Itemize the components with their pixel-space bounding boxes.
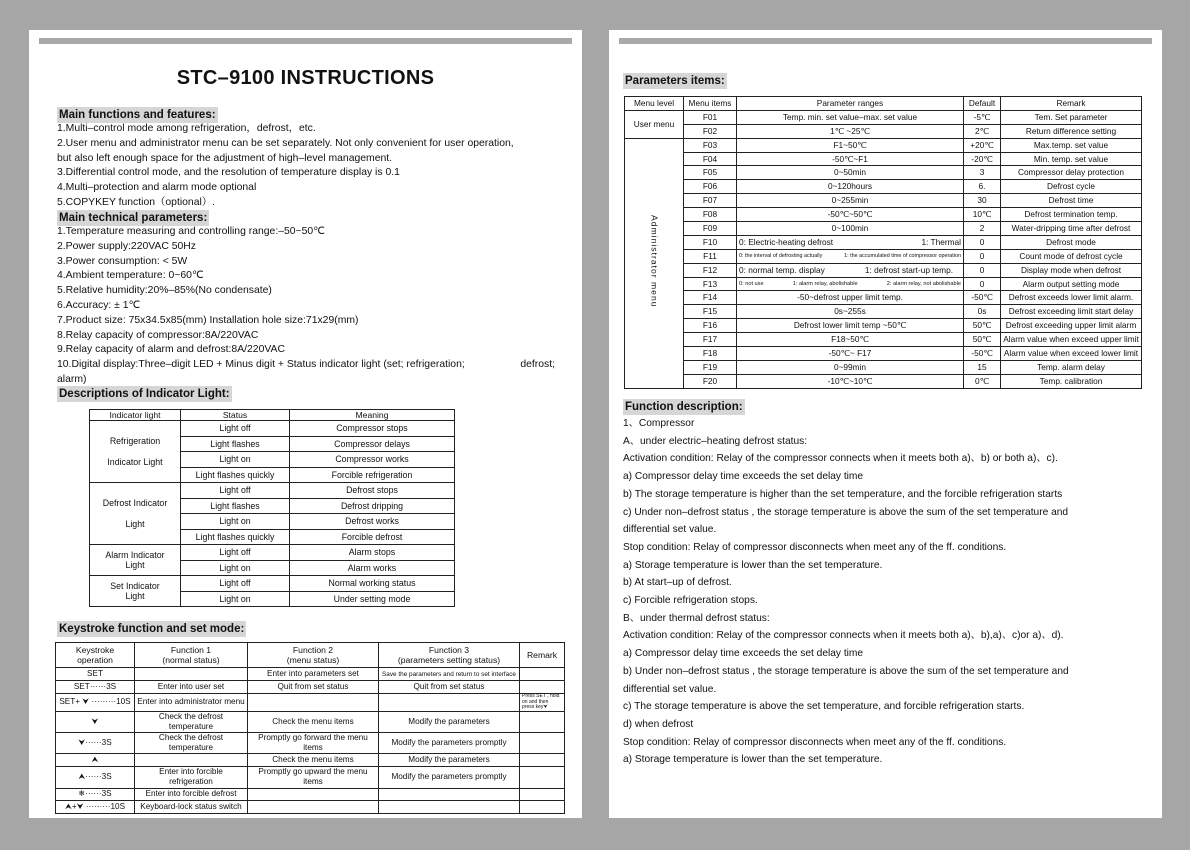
function-line: c) Forcible refrigeration stops. (623, 595, 758, 607)
table-row: SET+ ⮟ ·········10S Enter into administrator menu Press SET , hold on and then press key⮟ (56, 694, 565, 712)
function-line: a) Compressor delay time exceeds the set delay time (623, 471, 864, 483)
function-line: a) Storage temperature is lower than the set temperature. (623, 559, 883, 571)
table-header: Function 1 (normal status) (135, 643, 248, 668)
table-row: ⮟······3S Check the defrost temperature Promptly go forward the menu items Modify the parameters promptly (56, 732, 565, 753)
feature-line: 5.COPYKEY function（optional）. (57, 196, 216, 208)
indicator-status: Light off (181, 483, 290, 499)
tech-line-10a: 10.Digital display:Three–digit LED + Minus digit + Status indicator light (set; refrigeration; (57, 359, 465, 371)
function-line: a) Compressor delay time exceeds the set delay time (623, 648, 864, 660)
table-row: ⮟ Check the defrost temperature Check the menu items Modify the parameters (56, 711, 565, 732)
function-line: B、under thermal defrost status: (623, 612, 770, 624)
indicator-meaning: Forcible defrost (290, 529, 455, 545)
features-list (57, 122, 555, 211)
table-row: SET Enter into parameters set Save the parameters and return to set interface (56, 668, 565, 681)
indicator-meaning: Defrost stops (290, 483, 455, 499)
instruction-page-left (29, 30, 582, 818)
function-line: d) when defrost (623, 718, 694, 730)
keystroke-table (55, 642, 565, 814)
table-header: Keystroke operation (56, 643, 135, 668)
table-row: SET······3S Enter into user set Quit from set status Quit from set status (56, 681, 565, 694)
function-line: b) Under non–defrost status , the storage temperature is above the sum of the set temperature and (623, 665, 1069, 677)
indicator-meaning: Defrost dripping (290, 498, 455, 514)
feature-line: but also left enough space for the adjustment of high–level management. (57, 152, 393, 164)
feature-line: 3.Differential control mode, and the resolution of temperature display is 0.1 (57, 167, 400, 179)
table-row: User menu F01 Temp. min. set value–max. set value -5℃ Tem. Set parameter (625, 110, 1142, 124)
admin-menu-label: Administrator menu (625, 138, 684, 388)
table-row: F19 0~99min 15 Temp. alarm delay (625, 360, 1142, 374)
table-row: F06 0~120hours 6. Defrost cycle (625, 180, 1142, 194)
function-description (623, 415, 1148, 769)
indicator-meaning: Normal working status (290, 576, 455, 592)
feature-line: 1.Multi–control mode among refrigeration，defrost，etc. (57, 123, 316, 134)
table-row: F18 -50℃~ F17 -50℃ Alarm value when exceed lower limit (625, 347, 1142, 361)
function-line: differential set value. (623, 524, 717, 536)
indicator-meaning: Compressor works (290, 452, 455, 468)
keystroke-heading: Keystroke function and set mode: (59, 623, 245, 635)
page-top-bar (619, 38, 1152, 44)
indicator-status: Light off (181, 545, 290, 561)
feature-line: 2.User menu and administrator menu can be set separately. Not only convenient for user operation, (57, 137, 514, 149)
table-row: F07 0~255min 30 Defrost time (625, 194, 1142, 208)
tech-line: 7.Product size: 75x34.5x85(mm) Installation hole size:71x29(mm) (57, 314, 359, 326)
indicator-meaning: Compressor delays (290, 436, 455, 452)
indicator-meaning: Forcible refrigeration (290, 467, 455, 483)
table-row: F02 1℃ ~25℃ 2℃ Return difference setting (625, 124, 1142, 138)
tech-line: 6.Accuracy: ± 1℃ (57, 299, 141, 311)
table-header: Parameter ranges (737, 97, 964, 111)
tech-line: 1.Temperature measuring and controlling range:–50~50℃ (57, 226, 325, 237)
table-row: ⮝ Check the menu items Modify the parameters (56, 754, 565, 767)
function-line: b) The storage temperature is higher than the set temperature, and the forcible refrigeration starts (623, 488, 1063, 500)
indicator-status: Light on (181, 452, 290, 468)
table-header: Remark (520, 643, 565, 668)
table-header: Status (181, 410, 290, 421)
tech-line: 3.Power consumption: < 5W (57, 255, 188, 267)
params-heading: Parameters items: (625, 75, 725, 87)
indicator-name: Refrigeration Indicator Light (90, 421, 181, 483)
table-header: Function 2 (menu status) (248, 643, 379, 668)
tech-line-10b: defrost; (520, 359, 555, 371)
table-row: F08 -50℃~50℃ 10℃ Defrost termination temp. (625, 208, 1142, 222)
function-heading: Function description: (625, 401, 743, 413)
indicator-meaning: Alarm works (290, 560, 455, 576)
table-row: F04 -50℃~F1 -20℃ Min. temp. set value (625, 152, 1142, 166)
indicator-name: Alarm Indicator Light (90, 545, 181, 576)
parameters-table (624, 96, 1142, 389)
table-row: F10 0: Electric-heating defrost 1: Thermal 0 Defrost mode (625, 235, 1142, 249)
indicator-status: Light flashes (181, 498, 290, 514)
indicator-name: Set Indicator Light (90, 576, 181, 607)
table-header: Default (964, 97, 1001, 111)
table-header: Indicator light (90, 410, 181, 421)
function-line: Activation condition: Relay of the compressor connects when it meets both a)、b) or both a)、c). (623, 453, 1058, 465)
indicator-status: Light flashes quickly (181, 467, 290, 483)
tech-line: 4.Ambient temperature: 0~60℃ (57, 270, 204, 282)
indicator-meaning: Under setting mode (290, 591, 455, 607)
page-title: STC–9100 INSTRUCTIONS (176, 67, 435, 89)
table-row: F17 F18~50℃ 50℃ Alarm value when exceed upper limit (625, 333, 1142, 347)
table-row: F16 Defrost lower limit temp ~50℃ 50℃ Defrost exceeding upper limit alarm (625, 319, 1142, 333)
tech-heading: Main technical parameters: (59, 212, 208, 224)
function-line: b) At start–up of defrost. (623, 577, 732, 589)
tech-line: 5.Relative humidity:20%–85%(No condensate) (57, 285, 272, 297)
tech-line: 8.Relay capacity of compressor:8A/220VAC (57, 329, 259, 341)
table-row: F11 0: the interval of defrosting actually 1: the accumulated time of compressor operation 0 Count mode of defrost cycle (625, 249, 1142, 263)
feature-line: 4.Multi–protection and alarm mode optional (57, 182, 257, 194)
indicator-name: Defrost Indicator Light (90, 483, 181, 545)
indicator-status: Light on (181, 514, 290, 530)
table-row: ⮝······3S Enter into forcible refrigeration Promptly go upward the menu items Modify the parameters promptly (56, 767, 565, 788)
table-header: Meaning (290, 410, 455, 421)
function-line: 1、Compressor (623, 418, 695, 429)
table-row: F05 0~50min 3 Compressor delay protection (625, 166, 1142, 180)
features-heading: Main functions and features: (59, 109, 216, 121)
table-row: F09 0~100min 2 Water-dripping time after defrost (625, 222, 1142, 236)
indicator-heading: Descriptions of Indicator Light: (59, 388, 230, 400)
table-row: F14 -50~defrost upper limit temp. -50℃ Defrost exceeds lower limit alarm. (625, 291, 1142, 305)
table-row: F20 -10℃~10℃ 0℃ Temp. calibration (625, 374, 1142, 388)
table-row: F12 0: normal temp. display 1: defrost start-up temp. 0 Display mode when defrost (625, 263, 1142, 277)
instruction-page-right (609, 30, 1162, 818)
tech-line: 2.Power supply:220VAC 50Hz (57, 240, 196, 252)
indicator-meaning: Alarm stops (290, 545, 455, 561)
function-line: c) Under non–defrost status , the storage temperature is above the sum of the set temperature and (623, 506, 1069, 518)
tech-line (57, 358, 555, 373)
function-line: c) The storage temperature is above the set temperature, and forcible refrigeration starts. (623, 701, 1025, 713)
tech-line: 9.Relay capacity of alarm and defrost:8A/220VAC (57, 344, 285, 356)
tech-list (57, 225, 555, 388)
table-header: Menu items (684, 97, 737, 111)
function-line: differential set value. (623, 683, 717, 695)
function-line: Stop condition: Relay of compressor disconnects when meet any of the ff. conditions. (623, 541, 1007, 553)
indicator-meaning: Compressor stops (290, 421, 455, 437)
table-header: Menu level (625, 97, 684, 111)
table-row: ❄······3S Enter into forcible defrost (56, 788, 565, 801)
function-line: Stop condition: Relay of compressor disconnects when meet any of the ff. conditions. (623, 736, 1007, 748)
table-row: F13 0: not use 1: alarm relay, abolishable 2: alarm relay, not abolishable 0 Alarm output setting mode (625, 277, 1142, 291)
indicator-meaning: Defrost works (290, 514, 455, 530)
table-header: Remark (1001, 97, 1142, 111)
indicator-status: Light flashes quickly (181, 529, 290, 545)
user-menu-label: User menu (625, 110, 684, 138)
table-row: Administrator menu F03 F1~50℃ +20℃ Max.temp. set value (625, 138, 1142, 152)
indicator-status: Light off (181, 576, 290, 592)
table-row: F15 0s~255s 0s Defrost exceeding limit start delay (625, 305, 1142, 319)
page-top-bar (39, 38, 572, 44)
function-line: a) Storage temperature is lower than the set temperature. (623, 754, 883, 766)
indicator-table (89, 409, 455, 607)
indicator-status: Light on (181, 560, 290, 576)
function-line: A、under electric–heating defrost status: (623, 435, 808, 447)
indicator-status: Light on (181, 591, 290, 607)
table-header: Function 3 (parameters setting status) (379, 643, 520, 668)
indicator-status: Light flashes (181, 436, 290, 452)
tech-line: alarm) (57, 373, 87, 385)
indicator-status: Light off (181, 421, 290, 437)
table-row: ⮝+⮟ ·········10S Keyboard-lock status switch (56, 801, 565, 814)
function-line: Activation condition: Relay of the compressor connects when it meets both a)、b),a)、c)or a)、d). (623, 630, 1064, 642)
